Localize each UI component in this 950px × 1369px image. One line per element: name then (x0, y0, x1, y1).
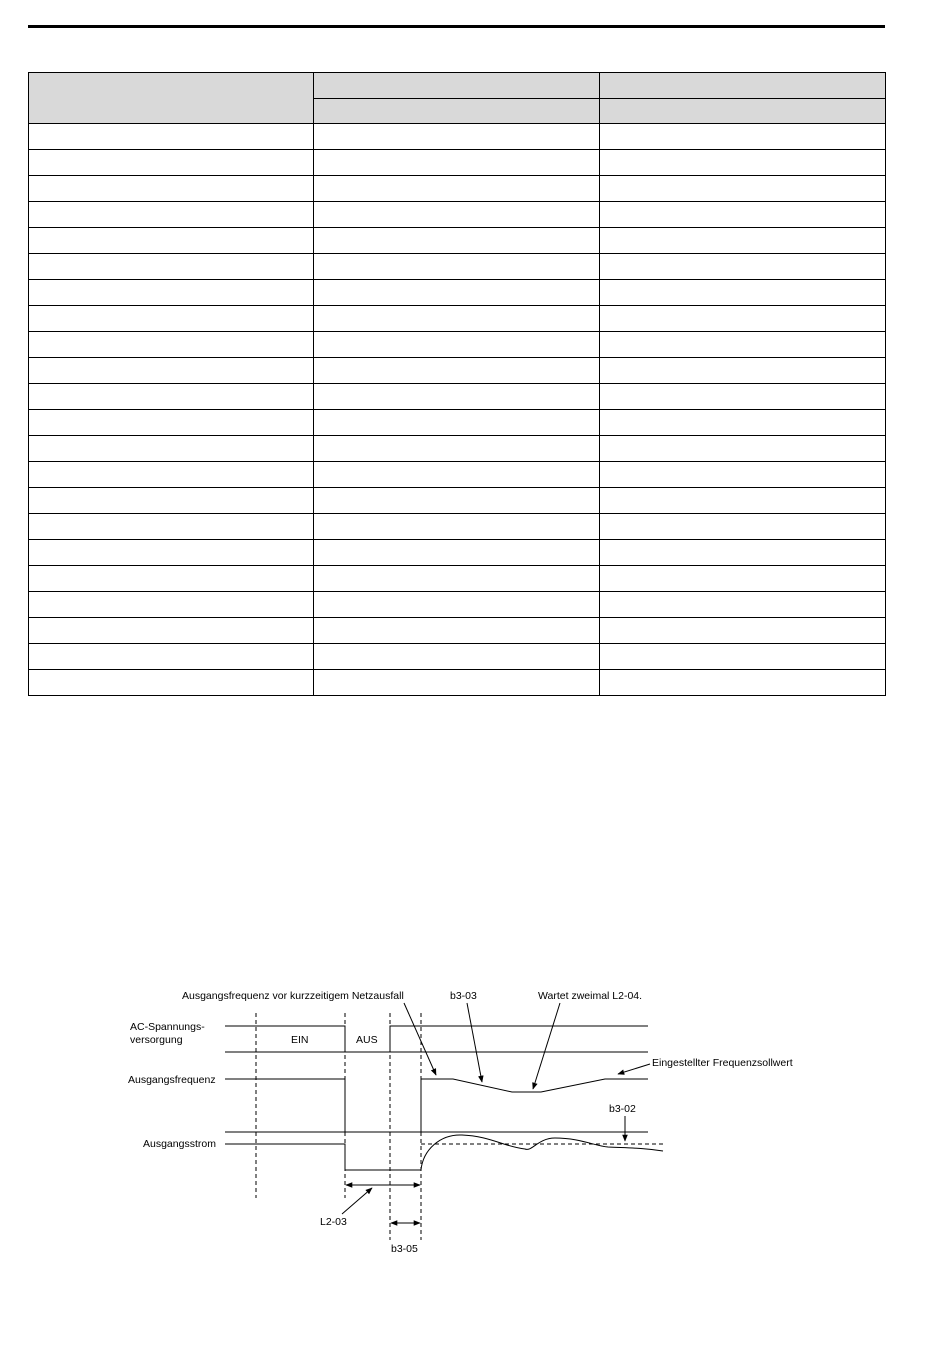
set-frequency-reference-annotation: Eingestellter Frequenzsollwert (652, 1057, 793, 1069)
waits-twice-annotation: Wartet zweimal L2-04. (538, 990, 643, 1002)
ac-supply-label-line1: AC-Spannungs- (130, 1021, 205, 1033)
state-off-label: AUS (356, 1034, 378, 1046)
output-frequency-waveform (225, 1079, 648, 1132)
output-current-waveform (225, 1135, 663, 1170)
ac-supply-label-line2: versorgung (130, 1034, 183, 1046)
state-on-label: EIN (291, 1034, 309, 1046)
output-frequency-label: Ausgangsfrequenz (128, 1074, 216, 1086)
b3-02-annotation: b3-02 (609, 1103, 636, 1115)
b3-05-annotation: b3-05 (391, 1243, 418, 1255)
leader-arrows (342, 1003, 650, 1214)
time-markers (256, 1013, 421, 1240)
b3-03-annotation: b3-03 (450, 990, 477, 1002)
ac-supply-waveform (225, 1026, 648, 1052)
freq-before-outage-annotation: Ausgangsfrequenz vor kurzzeitigem Netzausfall (182, 990, 404, 1002)
l2-03-annotation: L2-03 (320, 1216, 347, 1228)
output-current-label: Ausgangsstrom (143, 1138, 216, 1150)
